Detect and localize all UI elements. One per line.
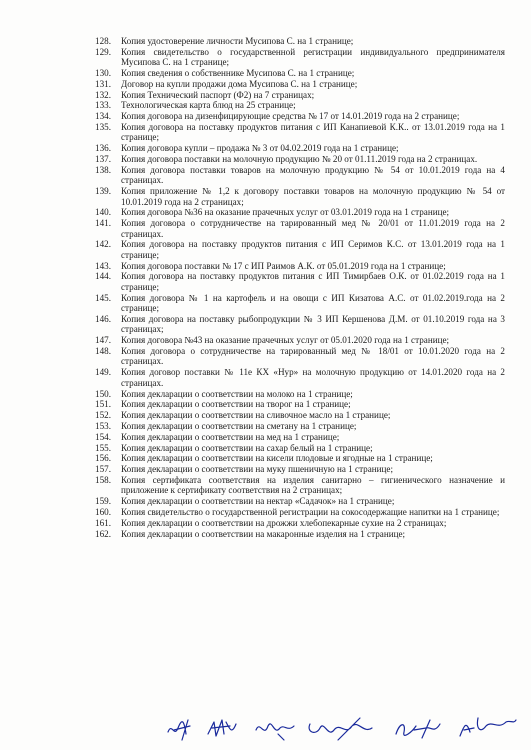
item-number: 145. [95,292,111,303]
item-number: 138. [95,164,111,175]
item-number: 136. [95,143,111,154]
list-item [0,410,531,420]
list-item [0,111,531,121]
list-item [0,529,531,539]
item-text: Копия договора на поставку продуктов питания с ИП Тимирбаев О.К. от 01.02.2019 года на 1 странице; [121,271,505,292]
item-number: 128. [95,36,111,46]
item-text: Копия договора поставки на молочную продукцию № 20 от 01.11.2019 года на 2 страницах. [121,154,478,165]
item-text: Копия декларации о соответствии на муку пшеничную на 1 странице; [121,464,394,475]
item-number: 153. [95,420,111,431]
list-item [0,399,531,409]
item-text: Копия декларации о соответствии на творог на 1 странице; [121,399,351,410]
item-text: Копия договора на поставку рыбопродукции № 3 ИП Кершенова Д.М. от 01.10.2019 года на 3 страницах; [121,313,505,335]
list-item [0,496,531,506]
item-number: 144. [95,271,111,282]
list-item [0,367,531,388]
list-item [0,293,531,314]
item-text: Копия договора № 1 на картофель и на овощи с ИП Кизатова А.С. от 01.02.2019.года на 2 странице; [121,292,505,314]
item-text: Копия декларации о соответствии на мед на 1 странице; [121,431,340,442]
item-number: 150. [95,388,111,399]
list-item [0,421,531,431]
item-text: Копия договора поставки товаров на молочную продукцию № 54 от 10.01.2019 года на 4 страницах. [121,164,505,186]
item-text: Копия Технический паспорт (Ф2) на 7 страницах; [121,89,315,100]
item-number: 159. [95,496,111,507]
signatures-row [160,712,520,744]
item-number: 130. [95,68,111,79]
list-item [0,389,531,399]
item-number: 146. [95,313,111,324]
item-number: 156. [95,453,111,464]
list-item [0,518,531,528]
item-text: Копия декларации о соответствии на макаронные изделия на 1 странице; [121,528,406,539]
item-text: Копия договора о сотрудничестве на тарированный мед № 18/01 от 10.01.2020 года на 2 страницах. [121,346,505,367]
list-item [0,165,531,186]
item-number: 152. [95,410,111,421]
item-text: Копия договор поставки № 11е КХ «Нур» на молочную продукцию от 14.01.2020 года на 2 страницах. [121,367,505,388]
item-text: Копия сертификата соответствия на изделия санитарно – гигиенического назначение и приложение к сертификату соответствия на 2 страницах; [121,474,505,496]
item-number: 162. [95,528,111,539]
list-item [0,335,531,345]
list-item [0,261,531,271]
item-text: Копия декларации о соответствии на нектар «Садачок» на 1 странице; [121,496,395,507]
list-item [0,100,531,110]
list-item [0,186,531,207]
item-number: 135. [95,122,111,133]
item-text: Договор на купли продажи дома Мусипова С. на 1 странице; [121,78,358,89]
item-number: 151. [95,399,111,410]
list-item [0,122,531,143]
item-number: 143. [95,260,111,271]
item-number: 131. [95,78,111,89]
list-item [0,453,531,463]
item-number: 129. [95,46,111,57]
item-number: 137. [95,154,111,165]
item-text: Копия декларации о соответствии на кисели плодовые и ягодные на 1 странице; [121,453,433,464]
handwritten-signatures-icon [160,712,520,744]
item-number: 132. [95,89,111,100]
list-item [0,507,531,517]
list-item [0,68,531,78]
item-number: 158. [95,474,111,485]
list-item [0,36,531,46]
item-number: 142. [95,239,111,250]
item-number: 157. [95,464,111,475]
item-number: 154. [95,431,111,442]
item-text: Копия договора №36 на оказание прачечных услуг от 03.01.2019 года на 1 странице; [121,207,450,218]
list-item [0,47,531,68]
item-text: Копия договора купли – продажа № 3 от 04.02.2019 года на 1 странице; [121,143,399,154]
list-item [0,271,531,292]
document-list [0,36,531,539]
item-number: 161. [95,517,111,528]
list-item [0,79,531,89]
item-text: Копия декларации о соответствии на сахар белый на 1 странице; [121,442,373,453]
item-number: 148. [95,346,111,357]
list-item [0,90,531,100]
item-number: 147. [95,335,111,346]
item-number: 149. [95,367,111,378]
item-number: 160. [95,506,111,517]
list-item [0,207,531,217]
item-text: Технологическая карта блюд на 25 странице; [121,100,296,111]
item-text: Копия договора поставки № 17 с ИП Раимов А.К. от 05.01.2019 года на 1 странице; [121,260,446,271]
item-number: 134. [95,111,111,122]
item-text: Копия декларации о соответствии на сметану на 1 странице; [121,420,357,431]
list-item [0,218,531,239]
item-text: Копия договора на поставку продуктов питания с ИП Канапиевой К.К.. от 13.01.2019 года на 1 странице; [121,122,505,143]
item-text: Копия удостоверение личности Мусипова С. на 1 странице; [121,36,354,46]
list-item [0,239,531,260]
item-text: Копия договора на поставку продуктов питания с ИП Серимов К.С. от 13.01.2019 года на 1 странице; [121,239,505,260]
item-text: Копия сведения о собственнике Мусипова С. на 1 странице; [121,68,355,79]
item-text: Копия договора на дизенфицирующие средства № 17 от 14.01.2019 года на 2 странице; [121,111,460,122]
item-text: Копия договора №43 на оказание прачечных услуг от 05.01.2020 года на 1 странице; [121,335,450,346]
list-item [0,346,531,367]
list-item [0,314,531,335]
item-number: 139. [95,186,111,197]
list-item [0,432,531,442]
list-item [0,143,531,153]
item-text: Копия декларации о соответствии на сливочное масло на 1 странице; [121,410,391,421]
item-text: Копия договора о сотрудничестве на тарированный мед № 20/01 от 11.01.2019 года на 2 страницах. [121,218,505,239]
item-number: 141. [95,218,111,229]
list-item [0,443,531,453]
item-text: Копия приложение № 1,2 к договору поставки товаров на молочную продукцию № 54 от 10.01.2019 года на 2 страницах; [121,186,505,207]
item-number: 133. [95,100,111,111]
item-text: Копия свидетельство о государственной регистрации на сокосодержащие напитки на 1 странице; [121,506,500,517]
list-item [0,475,531,496]
item-text: Копия декларации о соответствии на молоко на 1 странице; [121,388,353,399]
item-text: Копия свидетельство о государственной регистрации индивидуального предпринимателя Мусипова С. на 1 странице; [121,46,505,68]
item-number: 140. [95,207,111,218]
item-text: Копия декларации о соответствии на дрожжи хлебопекарные сухие на 2 страницах; [121,517,447,528]
list-item [0,154,531,164]
item-number: 155. [95,442,111,453]
list-item [0,464,531,474]
